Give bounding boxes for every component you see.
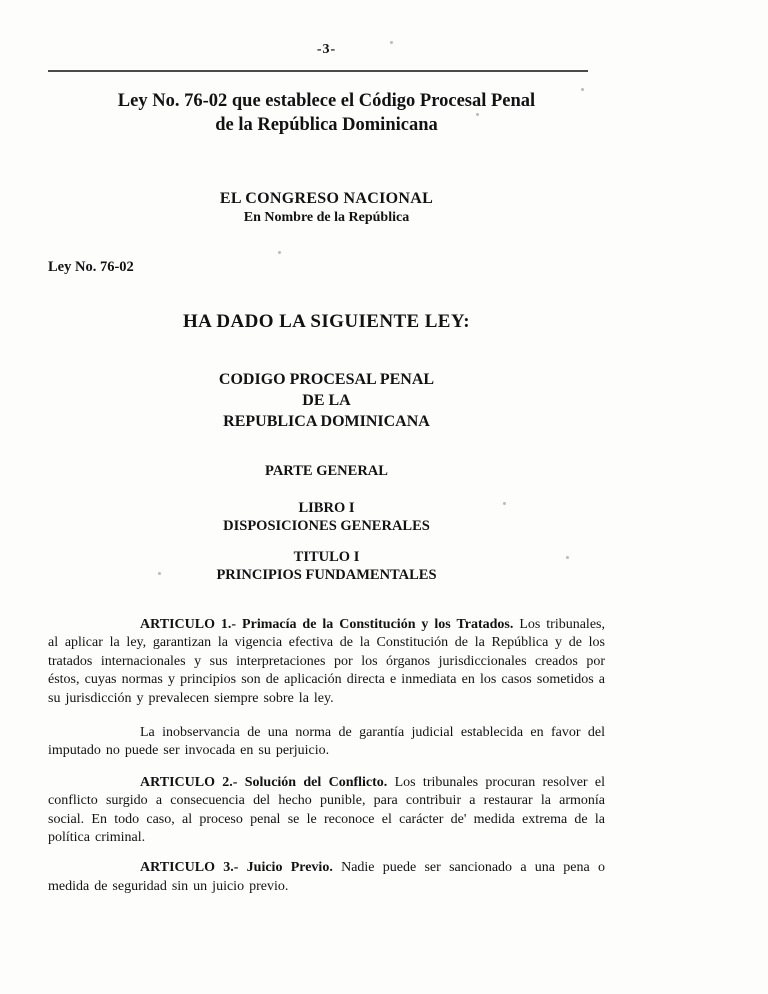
congress-heading: EL CONGRESO NACIONAL [219,190,434,207]
title-section-line-2: PRINCIPIOS FUNDAMENTALES [216,566,437,583]
book-heading [48,500,605,535]
article-3-text: Nadie puede ser sancionado a una pena o medida de seguridad sin un juicio previo. [48,860,605,894]
law-title-line-1: Ley No. 76-02 que establece el Código Procesal Penal [117,91,536,111]
article-3-lead: ARTICULO 3.- Juicio Previo. [140,860,333,876]
code-title-line-3: REPUBLICA DOMINICANA [223,413,430,430]
scan-speck [503,502,506,505]
congress-subheading: En Nombre de la República [243,210,410,225]
scan-speck [390,41,393,44]
article-1-paragraph [48,616,605,708]
article-2-paragraph [48,774,605,848]
page-number: -3- [316,42,337,57]
code-title [48,369,605,432]
scan-speck [581,88,584,91]
header-rule [48,70,588,72]
article-1-second-text: La inobservancia de una norma de garantía judicial establecida en favor del imputado no puede ser invocada en su perjuicio. [48,725,605,759]
law-number-label: Ley No. 76-02 [48,259,134,275]
scan-speck [566,556,569,559]
law-title [48,89,605,137]
scan-speck [476,113,479,116]
enactment-heading: HA DADO LA SIGUIENTE LEY: [183,311,470,332]
scan-speck [158,572,161,575]
law-title-line-2: de la República Dominicana [215,115,438,135]
article-1-second-paragraph [48,724,605,761]
article-2-text: Los tribunales procuran resolver el conflicto surgido a consecuencia del hecho punible, para contribuir a restaurar la armonía social. En todo caso, al proceso penal se le reconoce el carácter de' medida extrema de la política criminal. [48,774,605,846]
book-heading-line-1: LIBRO I [298,500,355,516]
page-content-column [48,0,605,896]
article-1-text: Los tribunales, al aplicar la ley, garantizan la vigencia efectiva de la Constitución de la República y de los tratados internacionales y sus interpretaciones por los órganos jurisdiccionales creados por éstos, cuyas normas y principios son de aplicación directa e inmediata en los casos sometidos a su jurisdicción y prevalecen siempre sobre la ley. [48,617,605,706]
title-section-line-1: TITULO I [293,549,360,565]
code-title-line-2: DE LA [302,392,351,409]
title-section-heading [48,549,605,584]
article-1-lead: ARTICULO 1.- Primacía de la Constitución y los Tratados. [140,617,514,632]
code-title-line-1: CODIGO PROCESAL PENAL [218,371,435,388]
scan-speck [278,251,281,254]
article-2-lead: ARTICULO 2.- Solución del Conflicto. [140,774,388,790]
part-heading: PARTE GENERAL [265,463,388,479]
book-heading-line-2: DISPOSICIONES GENERALES [223,517,430,534]
article-3-paragraph [48,859,605,896]
